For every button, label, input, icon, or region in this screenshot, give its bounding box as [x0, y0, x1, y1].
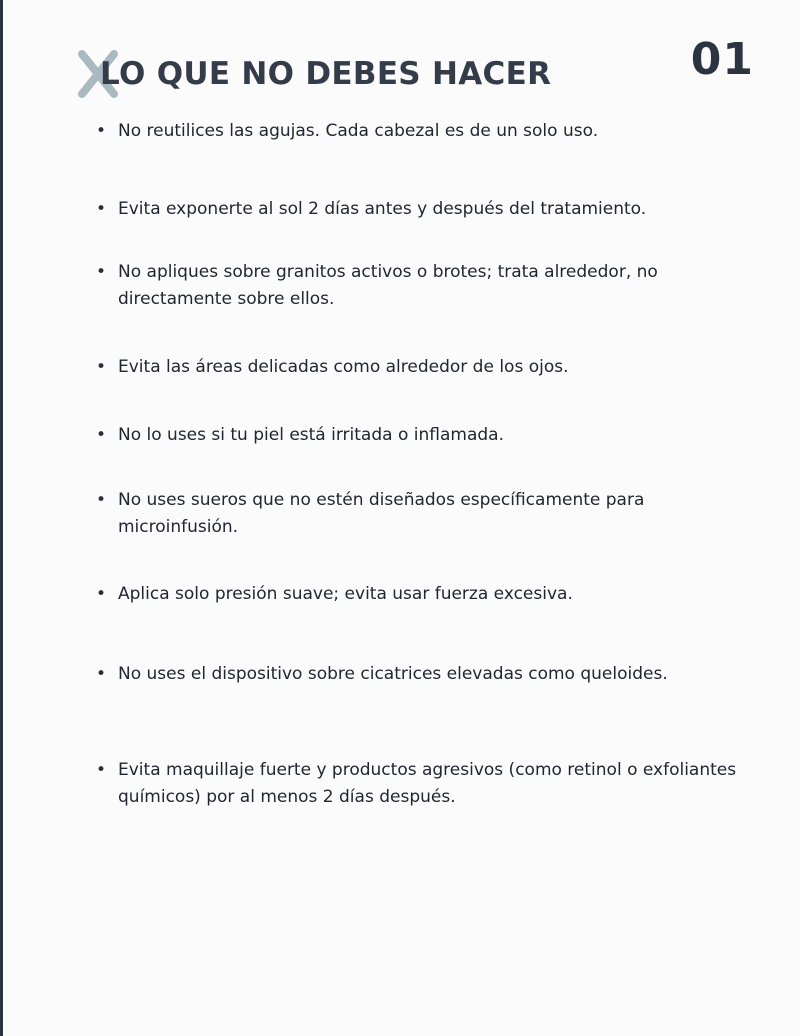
page-number: 01: [690, 34, 754, 85]
list-item: [96, 757, 746, 811]
list-item-text: No uses el dispositivo sobre cicatrices elevadas como queloides.: [118, 664, 668, 684]
list-item-text: Evita exponerte al sol 2 días antes y después del tratamiento.: [118, 199, 647, 219]
list-item: [96, 581, 746, 608]
list-item-text: No lo uses si tu piel está irritada o inflamada.: [118, 425, 504, 445]
list-item: [96, 259, 746, 313]
page-title: LO QUE NO DEBES HACER: [100, 56, 552, 92]
list-item-text: Evita maquillaje fuerte y productos agresivos (como retinol o exfoliantes químicos) por al menos 2 días después.: [118, 760, 737, 807]
bullet-icon: •: [96, 121, 107, 141]
bullet-icon: •: [96, 199, 107, 219]
list-item: [96, 661, 746, 688]
list-item: [96, 354, 746, 381]
list-item: [96, 196, 746, 223]
list-item-text: Evita las áreas delicadas como alrededor de los ojos.: [118, 357, 569, 377]
bullet-icon: •: [96, 490, 107, 510]
list-item: [96, 487, 746, 541]
list-item-text: Aplica solo presión suave; evita usar fuerza excesiva.: [118, 584, 573, 604]
list-item: [96, 118, 746, 145]
left-border-line: [0, 0, 3, 1036]
list-item-text: No uses sueros que no estén diseñados específicamente para microinfusión.: [118, 490, 645, 537]
bullet-icon: •: [96, 664, 107, 684]
bullet-icon: •: [96, 357, 107, 377]
bullet-icon: •: [96, 584, 107, 604]
list-item: [96, 422, 746, 449]
list-item-text: No reutilices las agujas. Cada cabezal es de un solo uso.: [118, 121, 599, 141]
bullet-icon: •: [96, 425, 107, 445]
list-item-text: No apliques sobre granitos activos o brotes; trata alrededor, no directamente sobre ellos.: [118, 262, 658, 309]
bullet-icon: •: [96, 262, 107, 282]
bullet-icon: •: [96, 760, 107, 780]
